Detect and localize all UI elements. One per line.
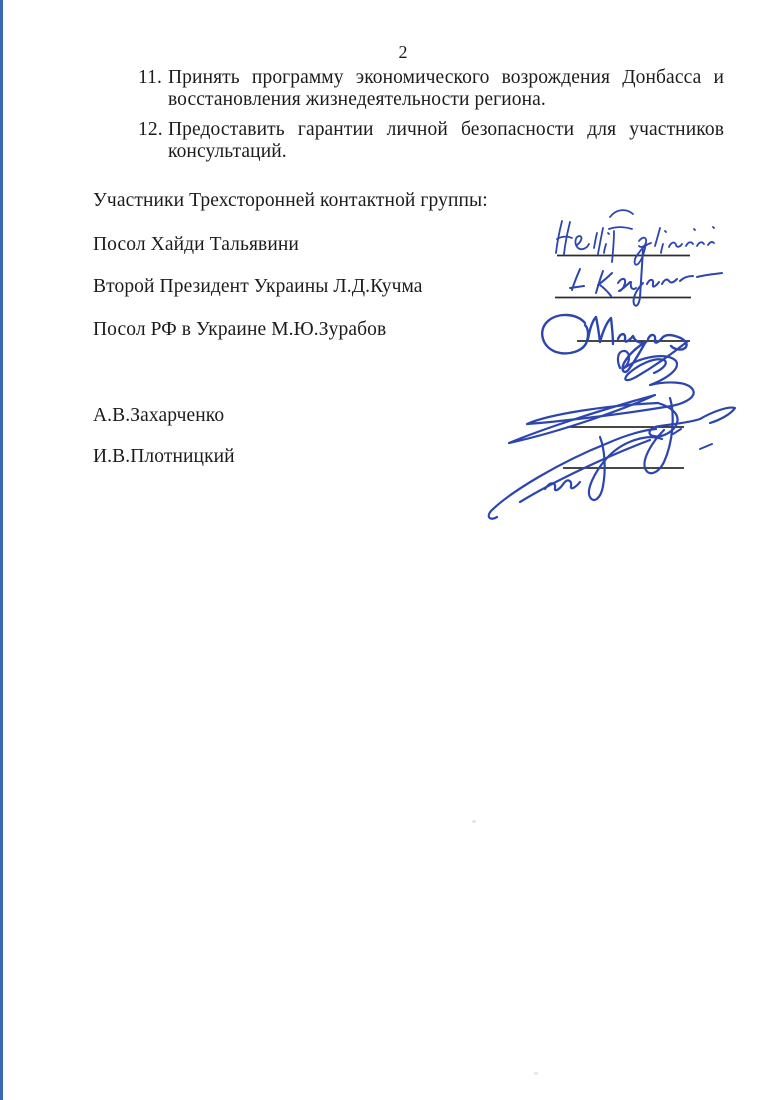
signatory-zakharchenko: А.В.Захарченко: [93, 405, 225, 426]
signature-kuchma: [570, 250, 722, 306]
participants-heading: Участники Трехсторонней контактной группы:: [93, 190, 488, 211]
clause-text-line: восстановления жизнедеятельности региона.: [168, 89, 546, 110]
signatory-plotnitsky: И.В.Плотницкий: [93, 446, 235, 467]
scan-speck: [534, 1072, 538, 1075]
signature-plotnitsky: [489, 429, 681, 519]
signature-lines: [555, 256, 691, 469]
clause-number: 12.: [138, 119, 163, 140]
scan-edge-artifact: [0, 0, 3, 1100]
clause-text-line: Принять программу экономического возрождения Донбасса и: [168, 67, 724, 88]
signatory-tagliavini: Посол Хайди Тальявини: [93, 234, 299, 255]
signature-tagliavini: [556, 210, 714, 265]
signature-zakharchenko: [509, 351, 735, 473]
clause-11: [138, 67, 724, 111]
scan-speck: [472, 820, 476, 823]
clause-number: 11.: [138, 67, 162, 88]
signatory-kuchma: Второй Президент Украины Л.Д.Кучма: [93, 276, 423, 297]
clause-12: [138, 119, 724, 163]
page-number: 2: [398, 42, 408, 62]
clause-text-line: Предоставить гарантии личной безопасности для участников: [168, 119, 724, 140]
signature-zurabov: [542, 315, 688, 380]
signatory-zurabov: Посол РФ в Украине М.Ю.Зурабов: [93, 319, 387, 340]
clause-text-line: консультаций.: [168, 141, 287, 162]
